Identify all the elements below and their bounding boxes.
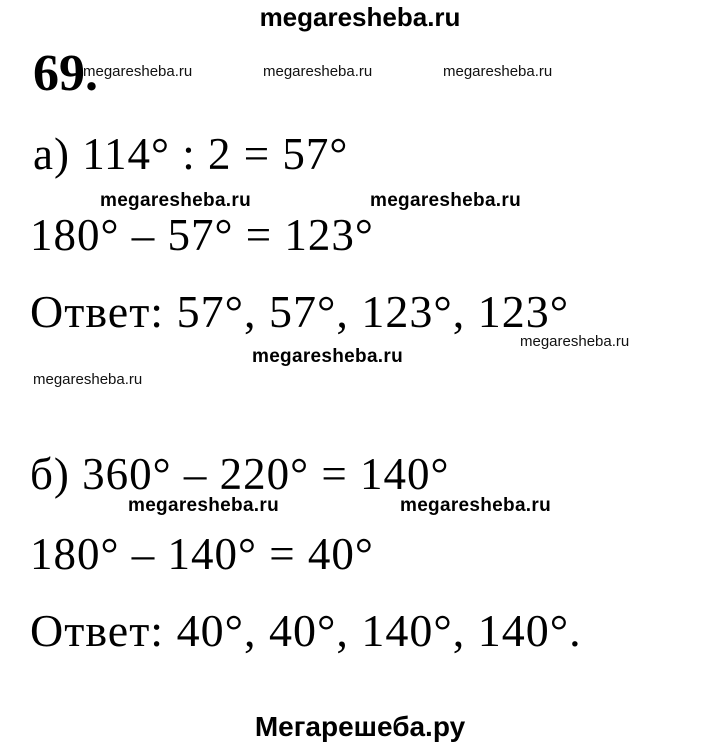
site-watermark: megaresheba.ru — [33, 371, 143, 388]
site-watermark: megaresheba.ru — [443, 63, 553, 80]
site-watermark: megaresheba.ru — [128, 495, 279, 516]
footer-brand: Мегарешеба.ру — [254, 711, 466, 742]
part-b-step-1: б) 360° – 220° = 140° — [30, 449, 450, 499]
part-a-step-1: а) 114° : 2 = 57° — [33, 129, 349, 179]
part-a-answer: Ответ: 57°, 57°, 123°, 123° — [30, 286, 570, 337]
part-a-step-2: 180° – 57° = 123° — [30, 210, 374, 260]
site-watermark: megaresheba.ru — [263, 63, 373, 80]
site-watermark: megaresheba.ru — [252, 346, 403, 367]
site-watermark: megaresheba.ru — [100, 190, 251, 211]
site-watermark: megaresheba.ru — [520, 333, 630, 350]
part-b-step-2: 180° – 140° = 40° — [30, 529, 374, 579]
site-watermark: megaresheba.ru — [83, 63, 193, 80]
part-b-answer: Ответ: 40°, 40°, 140°, 140°. — [30, 605, 582, 656]
problem-number: 69. — [33, 45, 98, 102]
site-watermark-header: megaresheba.ru — [259, 2, 461, 32]
site-watermark: megaresheba.ru — [400, 495, 551, 516]
site-watermark: megaresheba.ru — [370, 190, 521, 211]
